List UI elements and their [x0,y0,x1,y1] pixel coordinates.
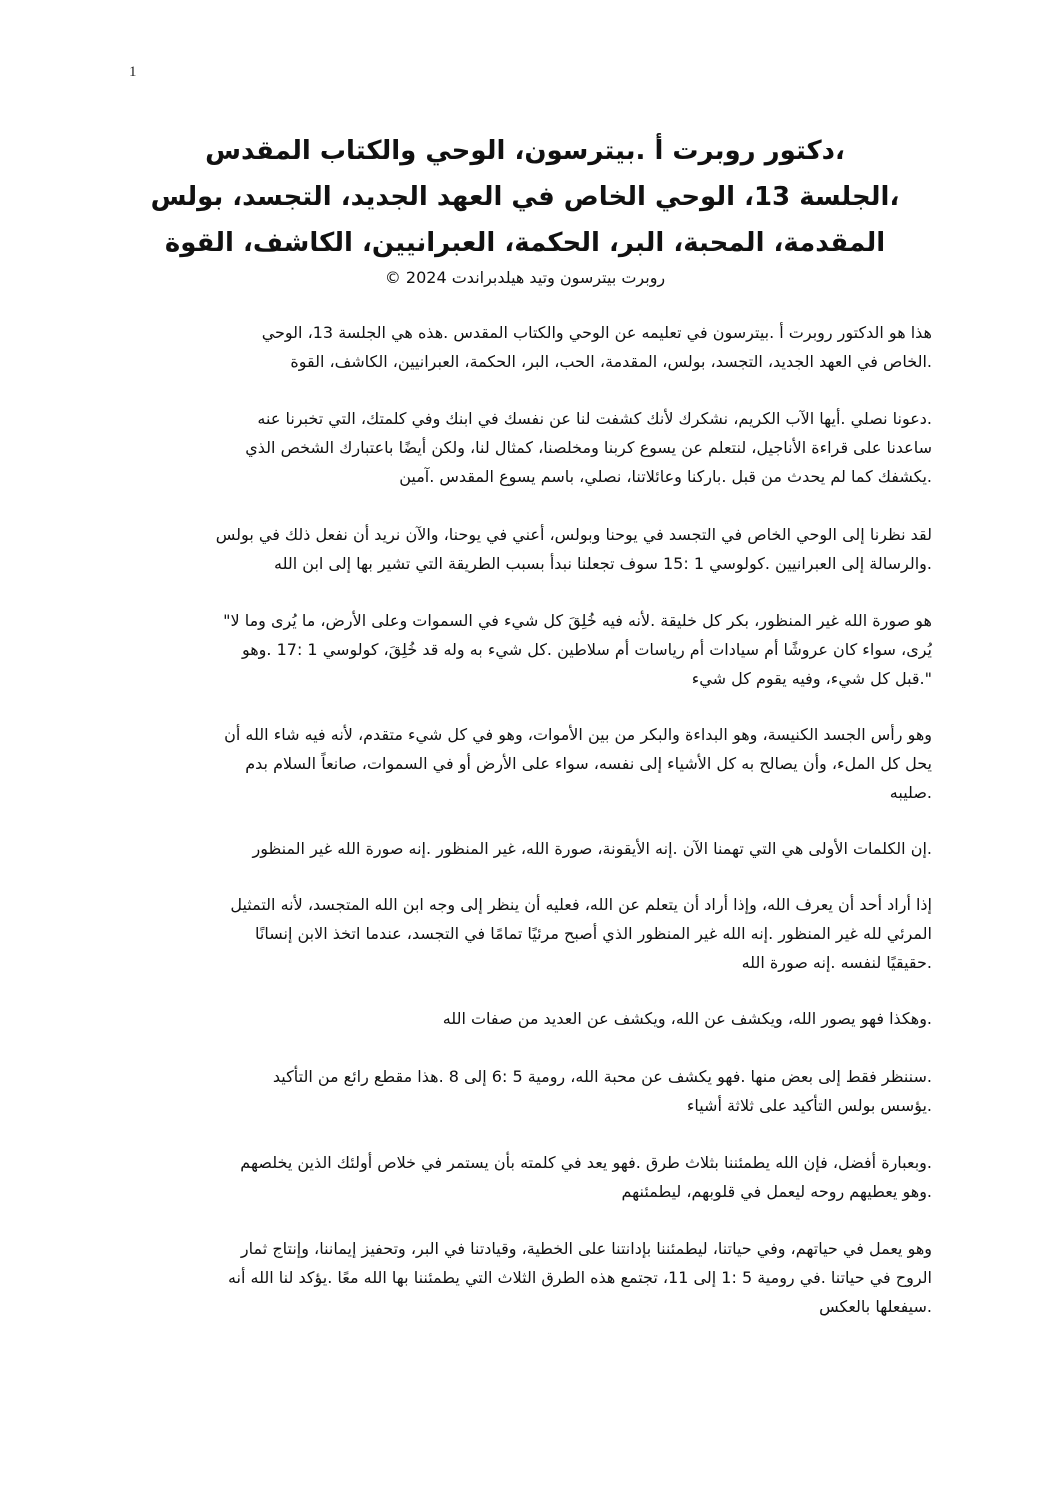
page-number: 1 [129,64,137,80]
paragraph [132,890,932,977]
text-line: لقد نظرنا إلى الوحي الخاص في التجسد في يوحنا وبولس، أعني في يوحنا، والآن نريد أن نفعل ذلك في بولس [215,525,932,544]
text-line: .سيفعلها بالعكس [819,1297,932,1316]
text-line: .حقيقيًا لنفسه .إنه صورة الله [741,953,932,972]
paragraph [132,1004,932,1033]
text-line: .يؤسس بولس التأكيد على ثلاثة أشياء [686,1096,932,1115]
text-line: .وبعبارة أفضل، فإن الله يطمئننا بثلاث طرق .فهو يعد في كلمته بأن يستمر في خلاص أولئك الذين يخلصهم [240,1153,932,1172]
text-line: يُرى، سواء كان عروشًا أم سيادات أم رياسات أم سلاطين .كل شيء به وله قد خُلِقَ، كولوسي 1 :17 .وهو [241,640,932,659]
text-line: هذا هو الدكتور روبرت أ .بيترسون في تعليمه عن الوحي والكتاب المقدس .هذه هي الجلسة 13، الوحي [261,323,932,342]
title-line: ،دكتور روبرت أ .بيترسون، الوحي والكتاب المقدس [205,136,845,166]
paragraph [132,834,932,863]
title-line: المقدمة، المحبة، البر، الحكمة، العبرانيين، الكاشف، القوة [164,228,886,258]
text-line: المرئي لله غير المنظور .إنه الله غير المنظور الذي أصبح مرئيًا تمامًا في التجسد، عندما اتخذ الابن إنسانًا [255,924,932,943]
text-line: .سننظر فقط إلى بعض منها .فهو يكشف عن محبة الله، رومية 5 :6 إلى 8 .هذا مقطع رائع من التأكيد [272,1067,932,1086]
paragraph [132,606,932,693]
text-line: يحل كل الملء، وأن يصالح به كل الأشياء إلى نفسه، سواء على الأرض أو في السموات، صانعاً السلام بدم [245,754,932,773]
text-line: .صليبه [889,783,932,802]
title-block [120,128,930,290]
title-line: ،الجلسة 13، الوحي الخاص في العهد الجديد، التجسد، بولس [150,182,900,212]
paragraph [132,520,932,578]
text-line: ".قبل كل شيء، وفيه يقوم كل شيء [691,669,932,688]
text-line: وهو يعمل في حياتهم، وفي حياتنا، ليطمئننا بإدانتنا على الخطية، وقيادتنا في البر، وتحفيز إيماننا، وإنتاج ثمار [240,1239,932,1258]
text-line: وهو رأس الجسد الكنيسة، وهو البداءة والبكر من بين الأموات، وهو في كل شيء متقدم، لأنه فيه شاء الله أن [224,725,932,744]
text-line: .إن الكلمات الأولى هي التي تهمنا الآن .إنه الأيقونة، صورة الله، غير المنظور .إنه صورة الله غير المنظور [252,839,932,858]
paragraph [132,318,932,376]
paragraph [132,720,932,807]
copyright-line: روبرت بيترسون وتيد هيلدبراندت 2024 © [384,268,666,287]
text-line: .الخاص في العهد الجديد، التجسد، بولس، المقدمة، الحب، البر، الحكمة، العبرانيين، الكاشف، القوة [290,352,932,371]
text-line: .والرسالة إلى العبرانيين .كولوسي 1 :15 سوف تجعلنا نبدأ بسبب الطريقة التي تشير بها إلى ابن الله [273,554,932,573]
text-line: إذا أراد أحد أن يعرف الله، وإذا أراد أن يتعلم عن الله، فعليه أن ينظر إلى وجه ابن الله المتجسد، لأنه التمثيل [230,895,932,914]
paragraph [132,1062,932,1120]
paragraph [132,1234,932,1321]
text-line: ساعدنا على قراءة الأناجيل، لنتعلم عن يسوع كربنا ومخلصنا، كمثال لنا، ولكن أيضًا باعتبارك الشخص الذي [245,438,932,457]
text-line: .وهكذا فهو يصور الله، ويكشف عن الله، ويكشف عن العديد من صفات الله [442,1009,932,1028]
paragraph [132,404,932,491]
text-line: هو صورة الله غير المنظور، بكر كل خليقة .لأنه فيه خُلِقَ كل شيء في السموات وعلى الأرض، ما يُرى وما لا" [223,611,932,630]
paragraph [132,1148,932,1206]
text-line: الروح في حياتنا .في رومية 5 :1 إلى 11، تجتمع هذه الطرق الثلاث التي يطمئننا بها الله معًا .يؤكد لنا الله أنه [227,1268,932,1287]
text-line: .يكشفك كما لم يحدث من قبل .باركنا وعائلاتنا، نصلي، باسم يسوع المقدس .آمين [399,467,932,486]
text-line: .دعونا نصلي .أيها الآب الكريم، نشكرك لأنك كشفت لنا عن نفسك في ابنك وفي كلمتك، التي تخبرنا عنه [257,409,932,428]
text-line: .وهو يعطيهم روحه ليعمل في قلوبهم، ليطمئنهم [621,1182,932,1201]
